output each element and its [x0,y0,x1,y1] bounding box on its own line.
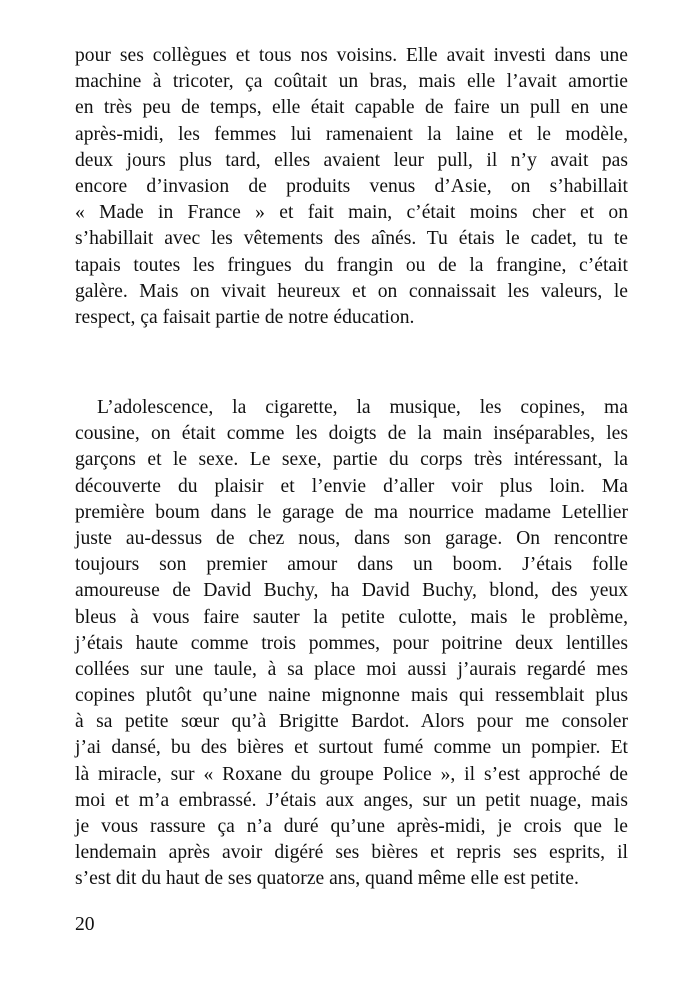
text-line: tapais toutes les fringues du frangin ou de la frangine, c’était [75,254,628,276]
paragraph-1 [75,43,628,331]
text-line: juste au-dessus de chez nous, dans son garage. On rencontre [75,527,628,549]
text-line: en très peu de temps, elle était capable de faire un pull en une [75,97,628,119]
text-line: moi et m’a embrassé. J’étais aux anges, sur un petit nuage, mais [75,789,628,811]
text-line: j’étais haute comme trois pommes, pour poitrine deux lentilles [75,632,628,654]
text-line: là miracle, sur « Roxane du groupe Police », il s’est approché de [75,763,628,785]
text-line: toujours son premier amour dans un boom. J’étais folle [75,554,628,576]
text-line: « Made in France » et fait main, c’était moins cher et on [75,202,628,224]
text-line: garçons et le sexe. Le sexe, partie du corps très intéressant, la [75,449,628,471]
text-line: à sa petite sœur qu’à Brigitte Bardot. Alors pour me consoler [75,711,628,733]
paragraph-2 [75,395,628,893]
text-line: copines plutôt qu’une naine mignonne mais qui ressemblait plus [75,685,628,707]
text-line: première boum dans le garage de ma nourrice madame Letellier [75,501,628,523]
text-line: j’ai dansé, bu des bières et surtout fumé comme un pompier. Et [75,737,628,759]
text-line: après-midi, les femmes lui ramenaient la laine et le modèle, [75,123,628,145]
text-line: pour ses collègues et tous nos voisins. Elle avait investi dans une [75,45,628,66]
text-line: découverte du plaisir et l’envie d’aller voir plus loin. Ma [75,475,628,497]
text-line: machine à tricoter, ça coûtait un bras, mais elle l’avait amortie [75,71,628,93]
text-line: s’est dit du haut de ses quatorze ans, quand même elle est petite. [75,868,579,890]
text-line: respect, ça faisait partie de notre éducation. [75,306,415,328]
text-line: amoureuse de David Buchy, ha David Buchy, blond, des yeux [75,580,628,602]
text-line: L’adolescence, la cigarette, la musique, les copines, ma [97,397,628,418]
text-line: collées sur une taule, à sa place moi aussi j’aurais regardé mes [75,658,628,680]
text-line: bleus à vous faire sauter la petite culotte, mais le problème, [75,606,628,628]
text-line: lendemain après avoir digéré ses bières et repris ses esprits, il [75,842,628,864]
text-line: je vous rassure ça n’a duré qu’une après-midi, je crois que le [75,816,628,837]
text-line: cousine, on était comme les doigts de la main inséparables, les [75,423,628,445]
text-line: galère. Mais on vivait heureux et on connaissait les valeurs, le [75,280,628,302]
text-line: encore d’invasion de produits venus d’Asie, on s’habillait [75,175,628,197]
text-line: deux jours plus tard, elles avaient leur pull, il n’y avait pas [75,149,628,171]
text-line: s’habillait avec les vêtements des aînés. Tu étais le cadet, tu te [75,228,628,250]
page-number: 20 [75,914,95,935]
